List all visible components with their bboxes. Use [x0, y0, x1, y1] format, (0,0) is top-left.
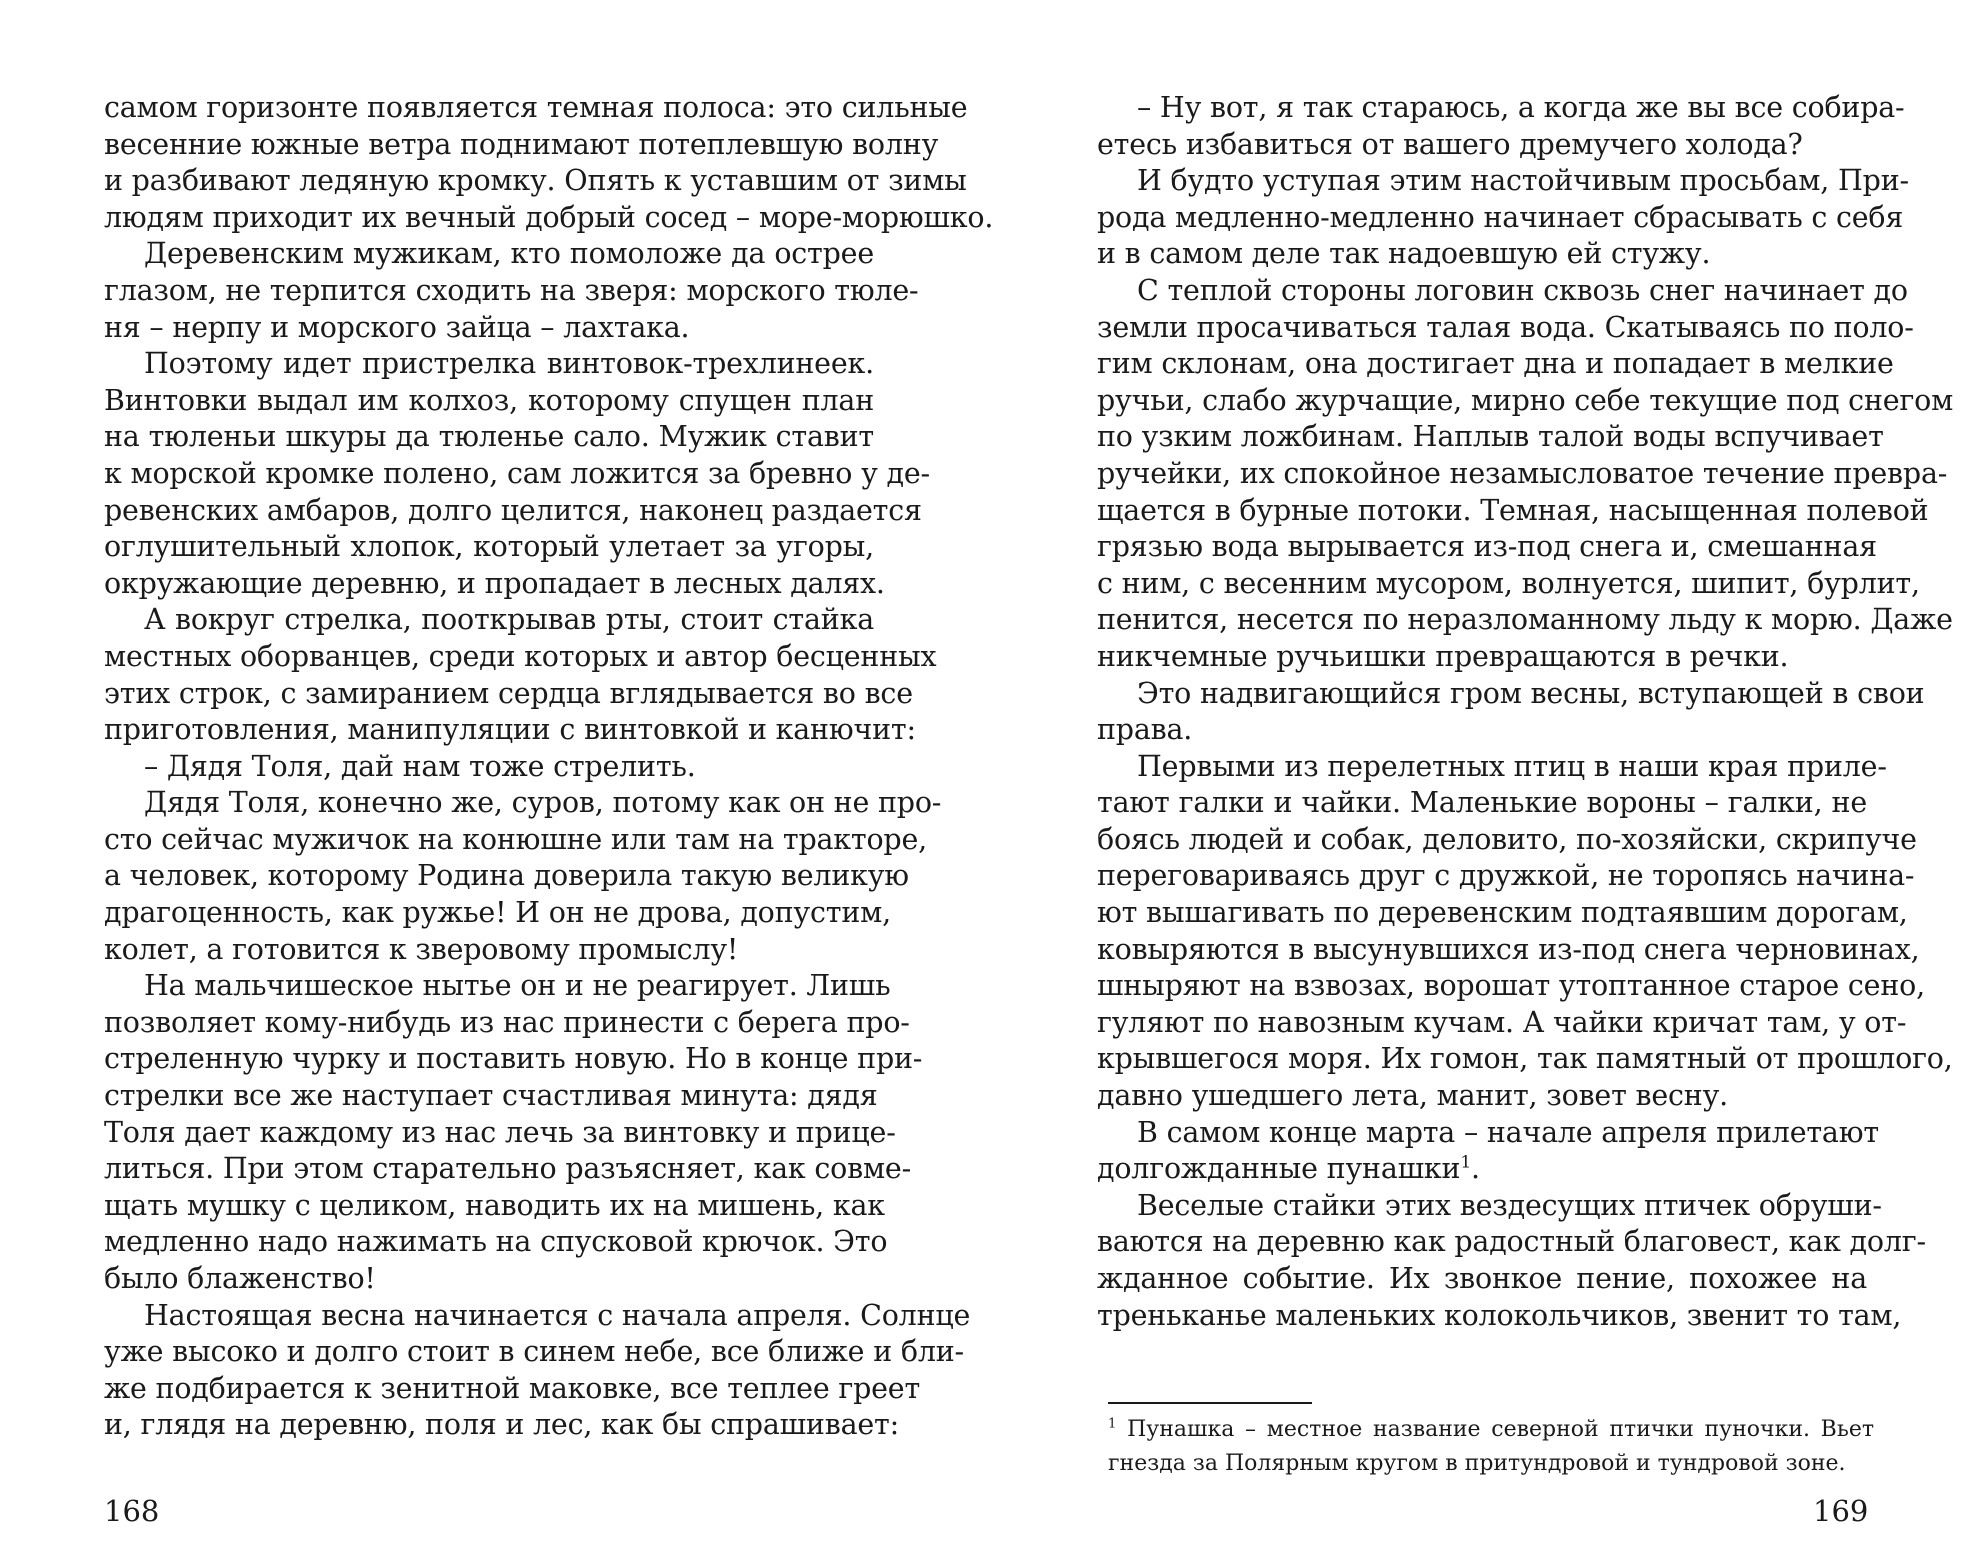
- text-line: с ним, с весенним мусором, волнуется, шипит, бурлит,: [1097, 566, 1920, 600]
- text-line: Это надвигающийся гром весны, вступающей в свои: [1137, 676, 1925, 710]
- text-line: А вокруг стрелка, пооткрывав рты, стоит стайка: [144, 603, 874, 637]
- text-line: и разбивают ледяную кромку. Опять к уставшим от зимы: [104, 164, 967, 198]
- left-page-text: [104, 90, 994, 1444]
- text-line: щается в бурные потоки. Темная, насыщенная полевой: [1097, 493, 1929, 527]
- text-line: На мальчишеское нытье он и не реагирует. Лишь: [144, 969, 891, 1003]
- text-line: было блаженство!: [104, 1262, 376, 1295]
- text-line: Настоящая весна начинается с начала апреля. Солнце: [144, 1298, 971, 1332]
- footnote-number: 1: [1108, 1416, 1117, 1432]
- footnote-marker: 1: [1460, 1152, 1472, 1173]
- text-line: давно ушедшего лета, манит, зовет весну.: [1097, 1079, 1729, 1113]
- text-line: ручьи, слабо журчащие, мирно себе текущие под снегом: [1097, 383, 1954, 417]
- text-line: позволяет кому-нибудь из нас принести с берега про-: [104, 1005, 910, 1039]
- footnote: [1108, 1413, 1874, 1481]
- text-line: етесь избавиться от вашего дремучего холода?: [1097, 127, 1803, 161]
- text-line: – Дядя Толя, дай нам тоже стрелить.: [144, 749, 696, 783]
- text-line: Деревенским мужикам, кто помоложе да острее: [144, 237, 874, 271]
- text-line: земли просачиваться талая вода. Скатываясь по поло-: [1097, 310, 1914, 344]
- text-line: гим склонам, она достигает дна и попадает в мелкие: [1097, 347, 1894, 381]
- text-line: этих строк, с замиранием сердца вглядывается во все: [104, 676, 913, 710]
- text-line: шныряют на взвозах, ворошат утоптанное старое сено,: [1097, 969, 1925, 1003]
- text-line: треньканье маленьких колокольчиков, звенит то там,: [1097, 1298, 1902, 1332]
- text-line: литься. При этом старательно разъясняет, как совме-: [104, 1152, 912, 1186]
- text-line: приготовления, манипуляции с винтовкой и канючит:: [104, 713, 916, 747]
- text-line: И будто уступая этим настойчивым просьбам, При-: [1137, 164, 1909, 198]
- text-line: ручейки, их спокойное незамысловатое течение превра-: [1097, 456, 1948, 490]
- text-line: крывшегося моря. Их гомон, так памятный от прошлого,: [1097, 1042, 1953, 1076]
- text-line: – Ну вот, я так стараюсь, а когда же вы все собира-: [1137, 91, 1905, 124]
- text-line: самом горизонте появляется темная полоса: это сильные: [104, 91, 968, 124]
- text-line: драгоценность, как ружье! И он не дрова, допустим,: [104, 896, 891, 930]
- text-line: переговариваясь друг с дружкой, не торопясь начина-: [1097, 859, 1915, 893]
- text-line: щать мушку с целиком, наводить их на мишень, как: [104, 1188, 885, 1222]
- text-line: В самом конце марта – начале апреля прилетают: [1137, 1115, 1879, 1149]
- text-line: Дядя Толя, конечно же, суров, потому как он не про-: [144, 786, 942, 820]
- text-line: Поэтому идет пристрелка винтовок-трехлинеек.: [144, 347, 874, 381]
- text-line: ревенских амбаров, долго целится, наконец раздается: [104, 493, 922, 527]
- text-line: весенние южные ветра поднимают потеплевшую волну: [104, 127, 939, 161]
- footnote-line: [1108, 1413, 1874, 1447]
- text-line: ют вышагивать по деревенским подтаявшим дорогам,: [1097, 896, 1908, 930]
- text-line: Веселые стайки этих вездесущих птичек обруши-: [1137, 1188, 1882, 1222]
- text-line: сто сейчас мужичок на конюшне или там на тракторе,: [104, 822, 927, 856]
- text-line: на тюленьи шкуры да тюленье сало. Мужик ставит: [104, 420, 874, 454]
- text-line: медленно надо нажимать на спусковой крючок. Это: [104, 1225, 888, 1259]
- text-line: уже высоко и долго стоит в синем небе, все ближе и бли-: [104, 1335, 964, 1369]
- page-number-right: 169: [1813, 1494, 1869, 1528]
- text-line: и, глядя на деревню, поля и лес, как бы спрашивает:: [104, 1408, 899, 1442]
- text-line: тают галки и чайки. Маленькие вороны – галки, не: [1097, 786, 1867, 820]
- text-line: оглушительный хлопок, который улетает за угоры,: [104, 530, 874, 564]
- text-line: права.: [1097, 713, 1193, 747]
- text-line: ваются на деревню как радостный благовест, как долг-: [1097, 1225, 1926, 1259]
- text-line: людям приходит их вечный добрый сосед – море-морюшко.: [104, 200, 994, 234]
- text-line: местных оборванцев, среди которых и автор бесценных: [104, 639, 937, 673]
- right-page-text: [1097, 90, 1954, 1334]
- text-line: грязью вода вырывается из-под снега и, смешанная: [1097, 530, 1877, 564]
- footnote-text: Пунашка – местное название северной птички пуночки. Вьет: [1127, 1417, 1875, 1442]
- text-line: рода медленно-медленно начинает сбрасывать с себя: [1097, 200, 1904, 234]
- text-line: же подбирается к зенитной маковке, все теплее греет: [104, 1371, 921, 1405]
- text-line: ковыряются в высунувшихся из-под снега черновинах,: [1097, 932, 1920, 966]
- text-line: к морской кромке полено, сам ложится за бревно у де-: [104, 456, 930, 490]
- text-line: гуляют по навозным кучам. А чайки кричат там, у от-: [1097, 1005, 1907, 1039]
- text-line: а человек, которому Родина доверила такую великую: [104, 859, 909, 893]
- text-line: пенится, несется по неразломанному льду к морю. Даже: [1097, 603, 1953, 637]
- footnote-line: гнезда за Полярным кругом в притундровой и тундровой зоне.: [1108, 1451, 1846, 1476]
- text-line: Первыми из перелетных птиц в наши края приле-: [1137, 749, 1887, 783]
- text-line: глазом, не терпится сходить на зверя: морского тюле-: [104, 273, 919, 307]
- text-line: стреленную чурку и поставить новую. Но в конце при-: [104, 1042, 923, 1076]
- text-line: стрелки все же наступает счастливая минута: дядя: [104, 1079, 878, 1113]
- text-line: Толя дает каждому из нас лечь за винтовку и прице-: [104, 1115, 896, 1149]
- text-line: жданное событие. Их звонкое пение, похожее на: [1097, 1262, 1867, 1295]
- text-line: боясь людей и собак, деловито, по-хозяйски, скрипуче: [1097, 822, 1917, 856]
- text-line: С теплой стороны логовин сквозь снег начинает до: [1137, 273, 1908, 307]
- text-line: колет, а готовится к зверовому промыслу!: [104, 932, 739, 966]
- text-line: долгожданные пунашки$^1$.: [1097, 1152, 1480, 1186]
- text-line: по узким ложбинам. Наплыв талой воды вспучивает: [1097, 420, 1884, 454]
- text-line: Винтовки выдал им колхоз, которому спущен план: [104, 383, 874, 417]
- page-number-left: 168: [104, 1494, 160, 1528]
- text-line: и в самом деле так надоевшую ей стужу.: [1097, 237, 1711, 271]
- text-line: ня – нерпу и морского зайца – лахтака.: [104, 310, 690, 344]
- text-line: никчемные ручьишки превращаются в речки.: [1097, 639, 1789, 673]
- text-line-content: долгожданные пунашки: [1097, 1152, 1461, 1186]
- text-line: окружающие деревню, и пропадает в лесных далях.: [104, 566, 885, 600]
- footnote-rule: [1108, 1402, 1312, 1404]
